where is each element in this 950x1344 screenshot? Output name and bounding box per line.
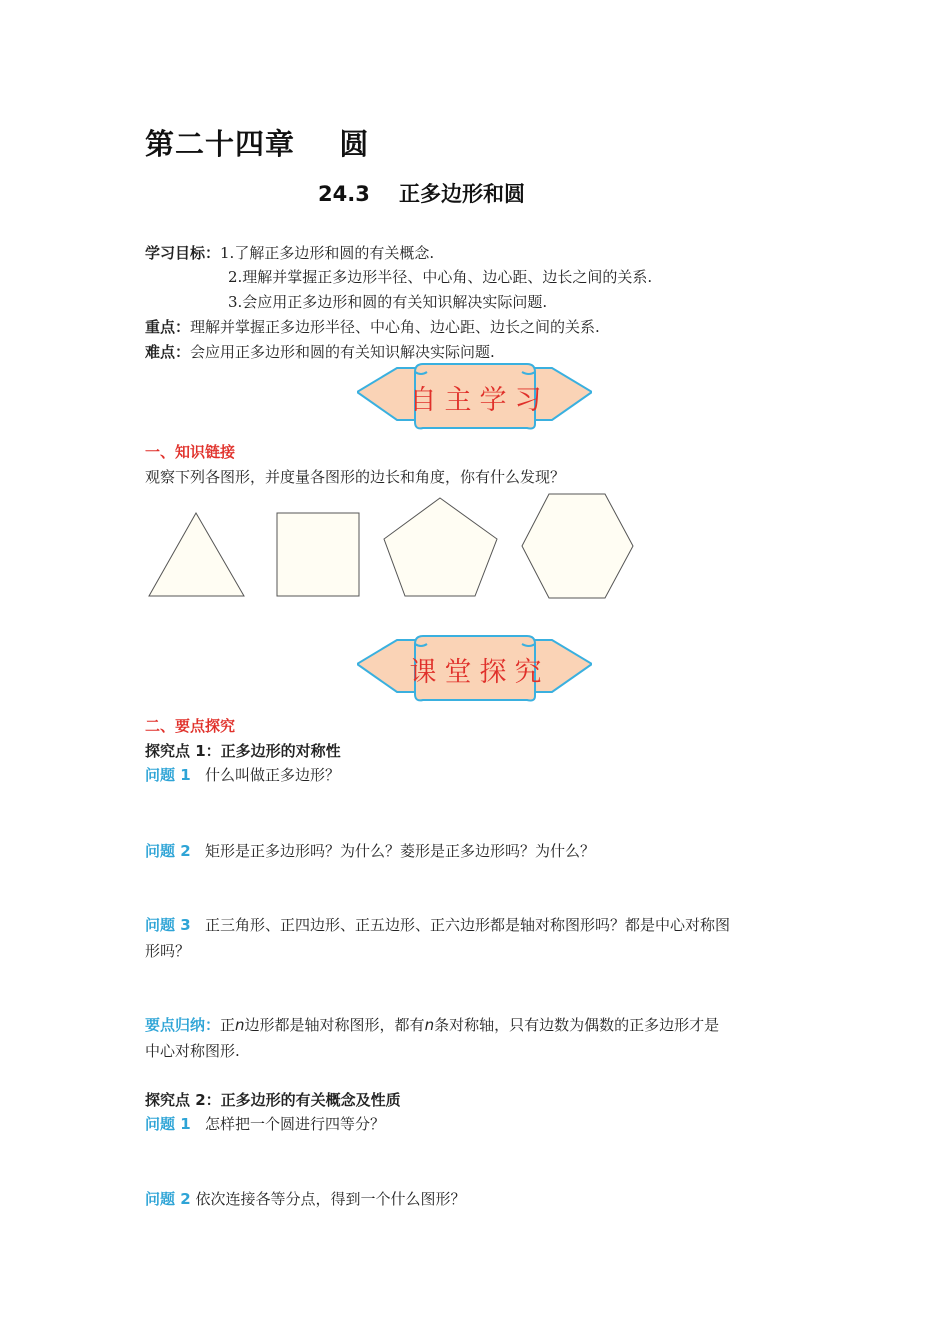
question-text: 正三角形、正四边形、正五边形、正六边形都是轴对称图形吗？都是中心对称图 xyxy=(204,916,730,934)
question-label: 问题 1 xyxy=(145,766,191,784)
summary-text-continued: 中心对称图形. xyxy=(145,1042,240,1060)
regular-hexagon-icon xyxy=(522,494,633,598)
objective-item: 1.了解正多边形和圆的有关概念. xyxy=(220,244,435,262)
difficulty-label: 难点： xyxy=(145,343,191,361)
chapter-title: 第二十四章 圆 xyxy=(145,127,370,161)
question-label: 问题 2 xyxy=(145,1190,191,1208)
banner-text: 自主学习 xyxy=(409,384,550,416)
objectives-row-1 xyxy=(145,241,434,265)
summary-text: 条对称轴，只有边数为偶数的正多边形才是 xyxy=(434,1016,720,1034)
objectives-label: 学习目标： xyxy=(145,244,221,262)
question-text: 矩形是正多边形吗？为什么？菱形是正多边形吗？为什么？ xyxy=(204,842,595,860)
self-study-banner xyxy=(357,362,592,432)
question-text: 依次连接各等分点，得到一个什么图形？ xyxy=(195,1190,466,1208)
polygon-figures xyxy=(145,492,640,602)
question-text: 怎样把一个圆进行四等分？ xyxy=(204,1115,385,1133)
question-label: 问题 3 xyxy=(145,916,191,934)
summary-text: 边形都是轴对称图形，都有 xyxy=(244,1016,425,1034)
banner-text: 课堂探究 xyxy=(409,656,550,688)
key-point-text: 理解并掌握正多边形半径、中心角、边心距、边长之间的关系. xyxy=(190,318,600,336)
question-text: 什么叫做正多边形？ xyxy=(204,766,340,784)
classroom-explore-banner xyxy=(357,634,592,704)
section-title: 24.3 正多边形和圆 xyxy=(318,182,526,206)
variable-n: n xyxy=(424,1016,435,1034)
question-label: 问题 2 xyxy=(145,842,191,860)
explore1-question-1 xyxy=(145,763,340,787)
explore2-title: 探究点 2：正多边形的有关概念及性质 xyxy=(145,1091,401,1109)
explore2-question-2 xyxy=(145,1187,465,1211)
section1-heading: 一、知识链接 xyxy=(145,443,236,461)
square-icon xyxy=(277,513,359,596)
explore1-title: 探究点 1：正多边形的对称性 xyxy=(145,742,341,760)
key-summary xyxy=(145,1013,719,1037)
variable-n: n xyxy=(235,1016,245,1034)
key-point-row xyxy=(145,315,600,339)
explore2-question-1 xyxy=(145,1112,385,1136)
difficulty-text: 会应用正多边形和圆的有关知识解决实际问题. xyxy=(190,343,495,361)
section1-prompt: 观察下列各图形，并度量各图形的边长和角度，你有什么发现？ xyxy=(145,468,566,486)
question-text-continued: 形吗？ xyxy=(145,942,191,960)
summary-label: 要点归纳： xyxy=(145,1016,221,1034)
regular-pentagon-icon xyxy=(384,498,497,596)
objective-item: 2.理解并掌握正多边形半径、中心角、边心距、边长之间的关系. xyxy=(228,268,653,286)
key-point-label: 重点： xyxy=(145,318,191,336)
section2-heading: 二、要点探究 xyxy=(145,717,236,735)
explore1-question-2 xyxy=(145,839,595,863)
explore1-question-3 xyxy=(145,913,730,937)
equilateral-triangle-icon xyxy=(149,513,244,596)
difficulty-row xyxy=(145,340,495,364)
objective-item: 3.会应用正多边形和圆的有关知识解决实际问题. xyxy=(228,293,548,311)
summary-text: 正 xyxy=(220,1016,236,1034)
question-label: 问题 1 xyxy=(145,1115,191,1133)
